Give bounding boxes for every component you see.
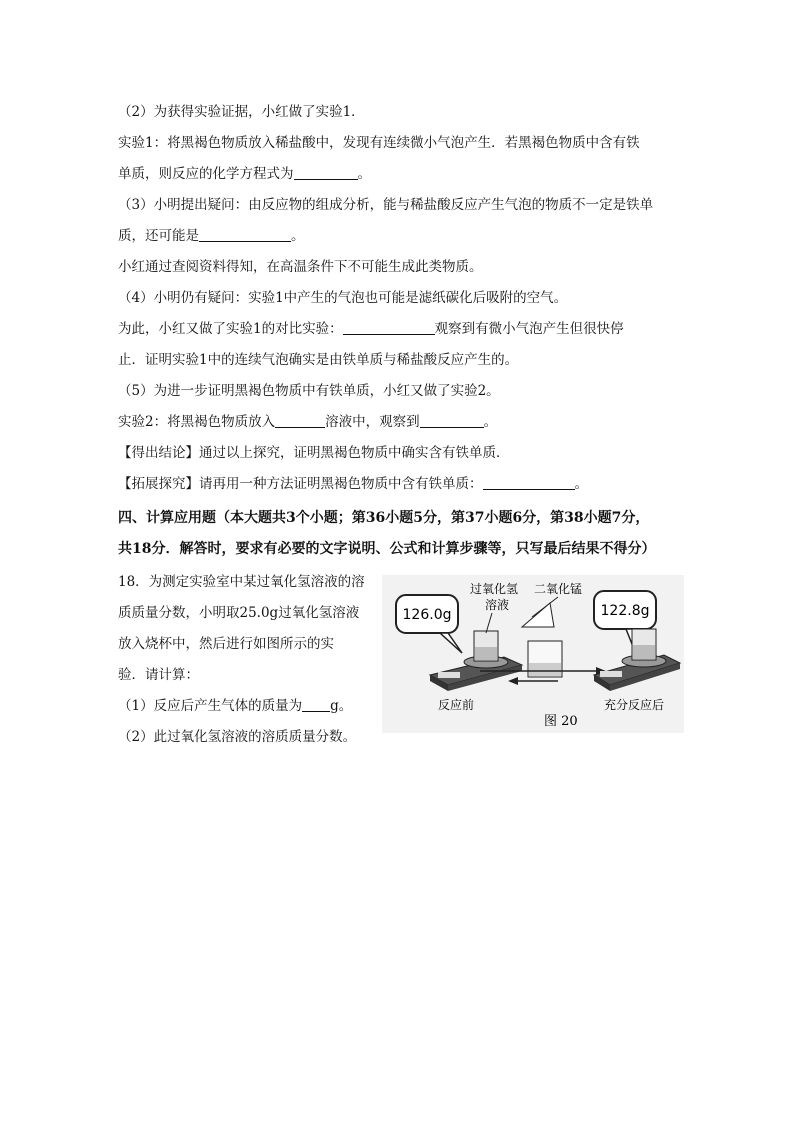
label-h2o2-2: 溶液 — [485, 598, 510, 612]
answer-blank-control[interactable] — [343, 320, 435, 335]
experiment-2-line: 实验2：将黑褐色物质放入 溶液中，观察到 。 — [118, 414, 498, 430]
answer-blank-substance[interactable] — [199, 227, 291, 242]
section-instructions: 共18分．解答时，要求有必要的文字说明、公式和计算步骤等，只写最后结果不得分） — [118, 541, 656, 557]
draw-conclusion: 【得出结论】通过以上探究，证明黑褐色物质中确实含有铁单质． — [118, 445, 510, 461]
question-18-part-2: （2）此过氧化氢溶液的溶质质量分数。 — [118, 729, 357, 745]
experiment-1-text: 实验1：将黑褐色物质放入稀盐酸中，发现有连续微小气泡产生．若黑褐色物质中含有铁 — [118, 135, 640, 151]
question-part-2: （2）为获得实验证据，小红做了实验1． — [118, 104, 365, 120]
caption-after: 充分反应后 — [604, 698, 665, 712]
label-mno2: 二氧化锰 — [534, 582, 583, 596]
question-18-line-1: 18．为测定实验室中某过氧化氢溶液的溶 — [118, 574, 365, 590]
extension-line: 【拓展探究】请再用一种方法证明黑褐色物质中含有铁单质： 。 — [118, 476, 588, 492]
question-18-part-1: （1）反应后产生气体的质量为 g。 — [118, 698, 353, 714]
question-18-line-3: 放入烧杯中，然后进行如图所示的实 — [118, 636, 334, 652]
question-18-line-2: 质质量分数，小明取25.0g过氧化氢溶液 — [118, 605, 360, 621]
figure-number: 图 20 — [544, 714, 578, 729]
possible-substance-line: 质，还可能是 。 — [118, 228, 305, 244]
question-part-4: （4）小明仍有疑问：实验1中产生的气泡也可能是滤纸碳化后吸附的空气。 — [118, 290, 568, 306]
question-part-3: （3）小明提出疑问：由反应物的组成分析，能与稀盐酸反应产生气泡的物质不一定是铁单 — [118, 197, 654, 213]
question-part-5: （5）为进一步证明黑褐色物质中有铁单质，小红又做了实验2。 — [118, 383, 500, 399]
conclusion-line: 止．证明实验1中的连续气泡确实是由铁单质与稀盐酸反应产生的。 — [118, 352, 519, 368]
control-experiment-line: 为此，小红又做了实验1的对比实验： 观察到有微小气泡产生但很快停 — [118, 321, 624, 337]
research-note: 小红通过查阅资料得知，在高温条件下不可能生成此类物质。 — [118, 259, 483, 275]
mass-after-label: 122.8g — [600, 603, 650, 619]
answer-blank-gas-mass[interactable] — [302, 697, 330, 712]
experiment-figure — [382, 575, 684, 733]
label-h2o2-1: 过氧化氢 — [470, 582, 519, 596]
answer-blank-observation[interactable] — [420, 413, 484, 428]
question-18-line-4: 验．请计算： — [118, 667, 199, 683]
equation-line: 单质，则反应的化学方程式为 。 — [118, 166, 371, 182]
section-heading: 四、计算应用题（本大题共3个小题；第36小题5分，第37小题6分，第38小题7分， — [118, 510, 650, 526]
answer-blank-extension[interactable] — [483, 475, 575, 490]
answer-blank-equation[interactable] — [294, 165, 358, 180]
caption-before: 反应前 — [438, 698, 475, 712]
mass-before-label: 126.0g — [402, 607, 452, 623]
answer-blank-solution[interactable] — [275, 413, 325, 428]
